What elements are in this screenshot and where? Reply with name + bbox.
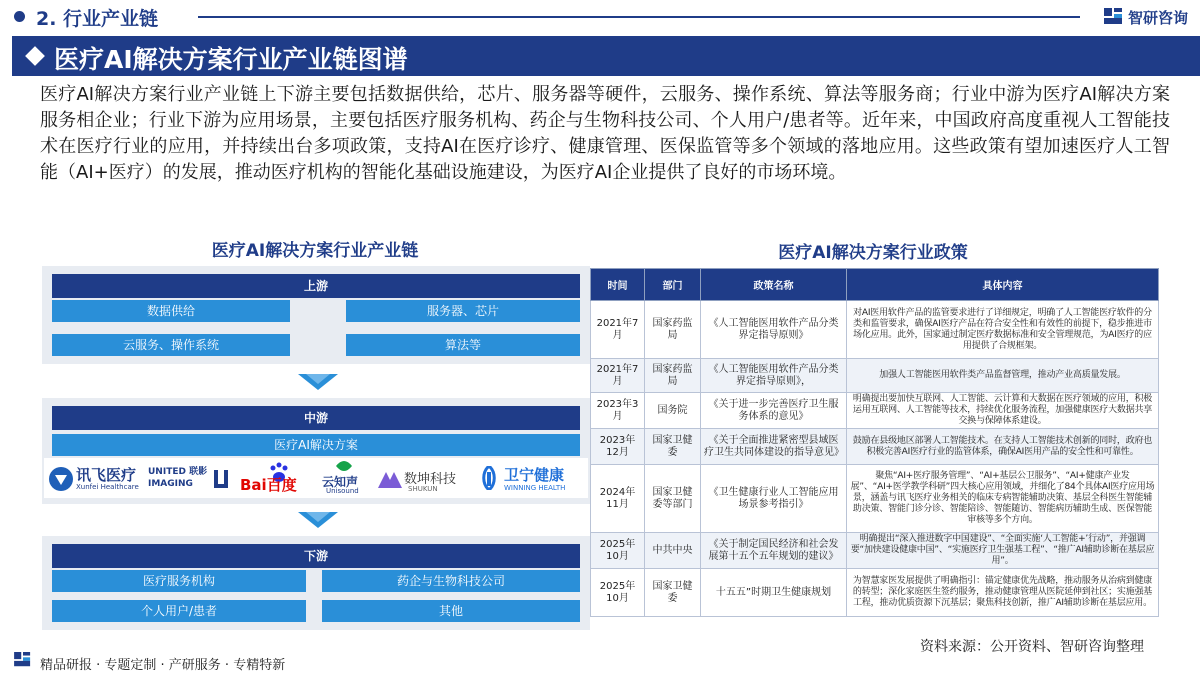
xunfei-sub: Xunfei Healthcare	[76, 483, 139, 491]
brand-name: 智研咨询	[1128, 9, 1189, 27]
cell-dept: 中共中央	[645, 533, 701, 569]
unisound-sub: Unisound	[326, 487, 359, 495]
chain-heading: 医疗AI解决方案行业产业链	[211, 241, 419, 261]
source-note: 资料来源：公开资料、智研咨询整理	[920, 639, 1144, 655]
cell-date: 2021年7月	[591, 359, 645, 393]
down-arrow-icon	[298, 372, 338, 392]
cell-policy: 《卫生健康行业人工智能应用场景参考指引》	[701, 465, 847, 533]
cell-content: 加强人工智能医用软件类产品监督管理，推动产业高质量发展。	[847, 359, 1159, 393]
cell-dept: 国家卫健委	[645, 569, 701, 617]
united-imaging-logo-icon	[214, 470, 228, 488]
cell-policy: 《关于进一步完善医疗卫生服务体系的意见》	[701, 393, 847, 429]
shukun-logo-icon	[378, 470, 402, 488]
upstream-item: 算法等	[346, 334, 580, 356]
cell-date: 2023年3月	[591, 393, 645, 429]
cell-dept: 国家药监局	[645, 359, 701, 393]
column-header: 时间	[591, 269, 645, 301]
cell-date: 2021年7月	[591, 301, 645, 359]
shukun-sub: SHUKUN	[408, 485, 438, 493]
cell-dept: 国家卫健委等部门	[645, 465, 701, 533]
united-imaging-logo	[148, 462, 240, 496]
shukun-logo	[378, 462, 476, 496]
cell-date: 2023年12月	[591, 429, 645, 465]
table-row	[591, 465, 1159, 533]
cell-content: 明确提出“深入推进数字中国建设”、“全面实施‘人工智能+’行动”，并强调要“加快建设健康中国”、“实施医疗卫生强基工程”、“推广AI辅助诊断在基层应用”。	[847, 533, 1159, 569]
cell-dept: 国家卫健委	[645, 429, 701, 465]
bullet-dot	[14, 11, 25, 22]
downstream-block	[42, 536, 590, 630]
cell-content: 聚焦“AI+医疗服务管理”、“AI+基层公卫服务”、“AI+健康产业发展”、“AI+医学教学科研”四大核心应用领域，并细化了84个具体AI医疗应用场景，涵盖与讯飞医疗业务相关的临床专病智能辅助决策、基层全科医生智能辅助决策、智能门诊分诊、智能陪诊、智能随访、智能病历辅助生成、医保智能审核等多个方向。	[847, 465, 1159, 533]
cell-content: 明确提出要加快互联网、人工智能、云计算和大数据在医疗领域的应用，积极运用互联网、人工智能等技术，持续优化服务流程，加强健康医疗大数据共享交换与保障体系建设。	[847, 393, 1159, 429]
cell-date: 2024年11月	[591, 465, 645, 533]
footer-text: 精品研报 · 专题定制 · 产研服务 · 专精特新	[40, 658, 286, 673]
cell-date: 2025年10月	[591, 533, 645, 569]
cell-content: 鼓励在县级地区部署人工智能技术。在支持人工智能技术创新的同时，政府也积极完善AI医疗行业的监管体系，确保AI医用产品的安全性和可靠性。	[847, 429, 1159, 465]
footer-logo-icon	[14, 652, 32, 668]
table-row	[591, 301, 1159, 359]
midstream-sub: 医疗AI解决方案	[52, 434, 580, 456]
cell-policy: 《关于制定国民经济和社会发展第十五个五年规划的建议》	[701, 533, 847, 569]
page-title: 医疗AI解决方案行业产业链图谱	[54, 45, 408, 74]
cell-content: 对AI医用软件产品的监管要求进行了详细规定，明确了人工智能医疗软件的分类和监管要求，确保AI医疗产品在符合安全性和有效性的前提下，稳步推进市场化应用。此外，国家通过制定医疗数据标准和安全管理规范，为AI医疗的应用提供了合规框架。	[847, 301, 1159, 359]
baidu-name: Bai百度	[240, 476, 297, 494]
downstream-item: 个人用户/患者	[52, 600, 306, 622]
column-header: 部门	[645, 269, 701, 301]
upstream-block	[42, 266, 590, 364]
cell-policy: 《人工智能医用软件产品分类界定指导原则》	[701, 301, 847, 359]
section-title: 2. 行业产业链	[36, 8, 159, 30]
winning-health-logo	[478, 462, 586, 496]
footer	[0, 650, 1200, 674]
downstream-label: 下游	[52, 544, 580, 568]
midstream-block	[42, 398, 590, 504]
upstream-label: 上游	[52, 274, 580, 298]
column-header: 具体内容	[847, 269, 1159, 301]
intro-paragraph: 医疗AI解决方案行业产业链上下游主要包括数据供给，芯片、服务器等硬件，云服务、操作系统、算法等服务商；行业中游为医疗AI解决方案服务相企业；行业下游为应用场景，主要包括医疗服务机构、药企与生物科技公司、个人用户/患者等。近年来，中国政府高度重视人工智能技术在医疗行业的应用，并持续出台多项政策，支持AI在医疗诊疗、健康管理、医保监管等多个领域的落地应用。这些政策有望加速医疗人工智能（AI+医疗）的发展，推动医疗机构的智能化基础设施建设，为医疗AI企业提供了良好的市场环境。	[40, 84, 1170, 183]
column-header: 政策名称	[701, 269, 847, 301]
upstream-item: 数据供给	[52, 300, 290, 322]
shukun-name: 数坤科技	[404, 472, 457, 487]
baidu-logo	[240, 462, 322, 496]
upstream-item: 服务器、芯片	[346, 300, 580, 322]
company-logos	[44, 458, 588, 498]
winning-health-name: 卫宁健康	[504, 466, 565, 484]
midstream-label: 中游	[52, 406, 580, 430]
cell-dept: 国家药监局	[645, 301, 701, 359]
winning-health-sub: WINNING HEALTH	[504, 484, 566, 492]
cell-policy: 十五五”时期卫生健康规划	[701, 569, 847, 617]
cell-policy: 《关于全面推进紧密型县域医疗卫生共同体建设的指导意见》	[701, 429, 847, 465]
downstream-item: 医疗服务机构	[52, 570, 306, 592]
unisound-name: 云知声	[322, 475, 359, 489]
winning-health-logo-icon	[478, 466, 500, 490]
cell-dept: 国务院	[645, 393, 701, 429]
table-row	[591, 569, 1159, 617]
table-row	[591, 429, 1159, 465]
brand-logo	[1104, 6, 1194, 28]
table-row	[591, 533, 1159, 569]
cell-policy: 《人工智能医用软件产品分类界定指导原则》，	[701, 359, 847, 393]
brand-logo-icon	[1104, 8, 1124, 26]
table-row	[591, 359, 1159, 393]
diamond-icon	[25, 46, 45, 66]
unisound-logo-icon	[334, 458, 354, 474]
title-banner	[12, 36, 1200, 76]
xunfei-logo-icon	[48, 466, 74, 492]
xunfei-name: 讯飞医疗	[76, 466, 137, 484]
unisound-logo	[322, 462, 378, 496]
table-header-row	[591, 269, 1159, 301]
table-row	[591, 393, 1159, 429]
cell-date: 2025年10月	[591, 569, 645, 617]
header-rule	[198, 16, 1080, 18]
downstream-item: 药企与生物科技公司	[322, 570, 580, 592]
top-bar	[0, 0, 1200, 34]
united-imaging-name: UNITED 联影 IMAGING	[148, 467, 208, 489]
cell-content: 为智慧家医发展提供了明确指引：锚定健康优先战略，推动服务从治病到健康的转型；深化家庭医生签约服务，推动健康管理从医院延伸到社区；实施强基工程，推动优质资源下沉基层；聚焦科技创新，推广AI辅助诊断在基层应用。	[847, 569, 1159, 617]
xunfei-logo	[48, 462, 144, 496]
policy-heading: 医疗AI解决方案行业政策	[778, 243, 968, 263]
policy-table	[590, 268, 1159, 617]
upstream-item: 云服务、操作系统	[52, 334, 290, 356]
downstream-item: 其他	[322, 600, 580, 622]
down-arrow-icon	[298, 510, 338, 530]
